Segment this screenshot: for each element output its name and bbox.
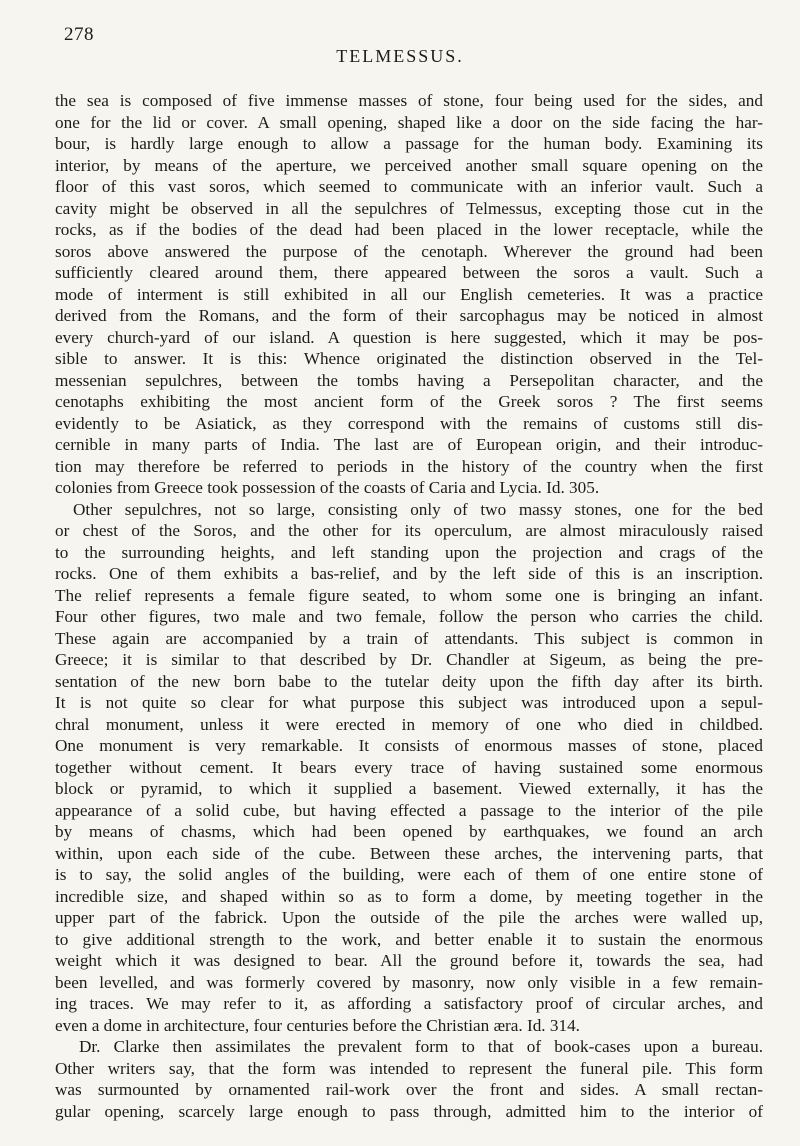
text-line: rocks. One of them exhibits a bas-relief, and by the left side of this is an inscription. xyxy=(55,564,763,583)
text-line: Dr. Clarke then assimilates the prevalent form to that of book-cases upon a bureau. xyxy=(79,1037,763,1056)
text-line: floor of this vast soros, which seemed to communicate with an inferior vault. Such a xyxy=(55,177,763,196)
text-line: even a dome in architecture, four centuries before the Christian æra. Id. 314. xyxy=(55,1015,580,1035)
body-text xyxy=(55,90,763,1122)
text-line: soros above answered the purpose of the cenotaph. Wherever the ground had been xyxy=(55,241,763,261)
text-line: One monument is very remarkable. It consists of enormous masses of stone, placed xyxy=(55,736,763,755)
text-line: tion may therefore be referred to periods in the history of the country when the first xyxy=(55,456,763,476)
text-line: mode of interment is still exhibited in all our English cemeteries. It was a practice xyxy=(55,284,763,304)
text-line: derived from the Romans, and the form of their sarcophagus may be noticed in almost xyxy=(55,306,763,325)
text-line: by means of chasms, which had been opened by earthquakes, we found an arch xyxy=(55,822,763,841)
text-line: These again are accompanied by a train of attendants. This subject is common in xyxy=(55,628,763,648)
text-line: Greece; it is similar to that described by Dr. Chandler at Sigeum, as being the pre- xyxy=(55,650,763,669)
text-line: been levelled, and was formerly covered by masonry, now only visible in a few remain- xyxy=(55,972,763,992)
text-line: Other writers say, that the form was intended to represent the funeral pile. This form xyxy=(55,1058,763,1078)
text-line: together without cement. It bears every trace of having sustained some enormous xyxy=(55,757,763,777)
text-line: one for the lid or cover. A small opening, shaped like a door on the side facing the har- xyxy=(55,112,763,132)
text-line: cavity might be observed in all the sepulchres of Telmessus, excepting those cut in the xyxy=(55,198,763,218)
text-line: every church-yard of our island. A question is here suggested, which it may be pos- xyxy=(55,327,763,347)
text-line: sentation of the new born babe to the tutelar deity upon the fifth day after its birth. xyxy=(55,671,763,691)
running-title: TELMESSUS. xyxy=(336,46,464,66)
text-line: messenian sepulchres, between the tombs having a Persepolitan character, and the xyxy=(55,370,763,390)
text-line: incredible size, and shaped within so as to form a dome, by meeting together in the xyxy=(55,886,763,906)
text-line: The relief represents a female figure seated, to whom some one is bringing an infant. xyxy=(55,585,763,605)
text-line: was surmounted by ornamented rail-work over the front and sides. A small rectan- xyxy=(55,1080,763,1099)
text-line: gular opening, scarcely large enough to pass through, admitted him to the interior of xyxy=(55,1101,763,1121)
text-line: cenotaphs exhibiting the most ancient form of the Greek soros ? The first seems xyxy=(55,392,763,411)
text-line: sufficiently cleared around them, there appeared between the soros a vault. Such a xyxy=(55,263,763,282)
text-line: to give additional strength to the work, and better enable it to sustain the enormous xyxy=(55,929,763,949)
page-number: 278 xyxy=(64,24,94,45)
text-line: chral monument, unless it were erected in memory of one who died in childbed. xyxy=(55,714,763,734)
text-line: the sea is composed of five immense masses of stone, four being used for the sides, and xyxy=(55,91,763,110)
text-line: cernible in many parts of India. The last are of European origin, and their introduc- xyxy=(55,435,763,454)
text-line: weight which it was designed to bear. All the ground before it, towards the sea, had xyxy=(55,951,763,970)
text-line: appearance of a solid cube, but having effected a passage to the interior of the pile xyxy=(55,800,763,820)
text-line: bour, is hardly large enough to allow a passage for the human body. Examining its xyxy=(55,134,763,153)
text-line: is to say, the solid angles of the building, were each of them of one entire stone of xyxy=(55,865,763,884)
text-line: ing traces. We may refer to it, as affording a satisfactory proof of circular arches, and xyxy=(55,994,763,1013)
text-line: within, upon each side of the cube. Between these arches, the intervening parts, that xyxy=(55,843,763,863)
text-line: interior, by means of the aperture, we perceived another small square opening on the xyxy=(55,155,763,175)
text-line: block or pyramid, to which it supplied a basement. Viewed externally, it has the xyxy=(55,779,763,798)
text-line: upper part of the fabrick. Upon the outside of the pile the arches were walled up, xyxy=(55,908,763,927)
text-line: rocks, as if the bodies of the dead had been placed in the lower receptacle, while the xyxy=(55,220,763,239)
text-line: to the surrounding heights, and left standing upon the projection and crags of the xyxy=(55,542,763,562)
text-line: Other sepulchres, not so large, consisting only of two massy stones, one for the bed xyxy=(73,499,763,519)
text-line: sible to answer. It is this: Whence originated the distinction observed in the Tel- xyxy=(55,349,763,368)
text-line: It is not quite so clear for what purpose this subject was introduced upon a sepul- xyxy=(55,693,763,712)
text-line: Four other figures, two male and two female, follow the person who carries the child. xyxy=(55,607,763,626)
text-line: evidently to be Asiatick, as they correspond with the remains of customs still dis- xyxy=(55,413,763,433)
text-line: or chest of the Soros, and the other for its operculum, are almost miraculously raised xyxy=(55,521,763,540)
text-line: colonies from Greece took possession of the coasts of Caria and Lycia. Id. 305. xyxy=(55,478,600,497)
